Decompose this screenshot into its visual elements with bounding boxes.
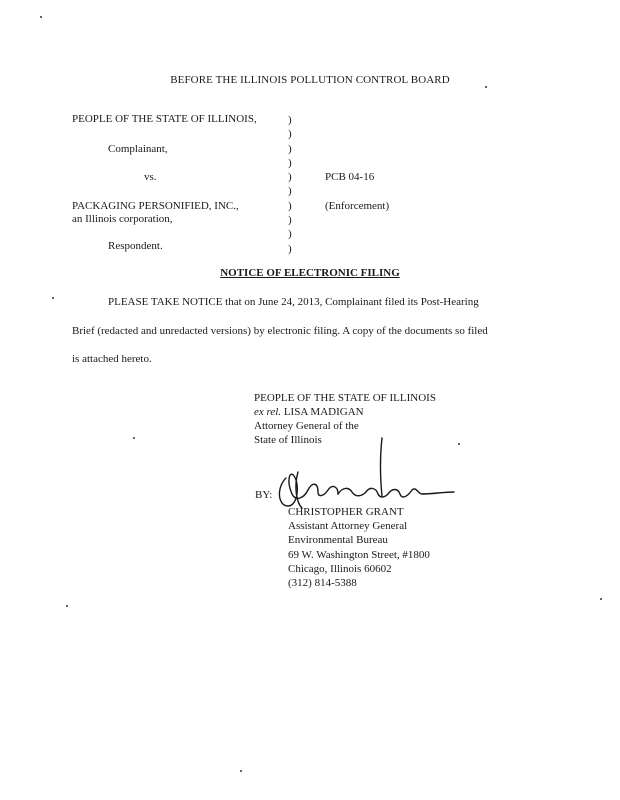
plaintiff-name: PEOPLE OF THE STATE OF ILLINOIS, xyxy=(72,113,257,125)
attorney-city: Chicago, Illinois 60602 xyxy=(288,562,392,575)
notice-body-line: is attached hereto. xyxy=(72,353,152,365)
case-number: PCB 04-16 xyxy=(325,171,375,183)
case-caption xyxy=(72,113,432,253)
ex-rel-line xyxy=(254,405,436,419)
caption-paren: ) xyxy=(288,171,292,184)
caption-paren: ) xyxy=(288,156,292,169)
caption-paren: ) xyxy=(288,185,292,198)
attorney-block xyxy=(288,505,430,590)
signing-party: PEOPLE OF THE STATE OF ILLINOIS xyxy=(254,392,436,404)
attorney-street: 69 W. Washington Street, #1800 xyxy=(288,548,430,561)
notice-title: NOTICE OF ELECTRONIC FILING xyxy=(220,267,400,279)
scan-speck xyxy=(600,598,602,600)
scan-speck xyxy=(52,297,54,299)
attorney-bureau: Environmental Bureau xyxy=(288,534,388,547)
case-type: (Enforcement) xyxy=(325,200,390,212)
defendant-description: an Illinois corporation, xyxy=(72,213,173,225)
notice-body-line: PLEASE TAKE NOTICE that on June 24, 2013, Complainant filed its Post-Hearing xyxy=(108,296,479,308)
caption-paren: ) xyxy=(288,128,292,141)
office-line: State of Illinois xyxy=(254,434,322,446)
caption-paren: ) xyxy=(288,214,292,227)
notice-body-line: Brief (redacted and unredacted versions) by electronic filing. A copy of the documents so filed xyxy=(72,325,488,337)
caption-paren: ) xyxy=(288,228,292,241)
ex-rel-name: LISA MADIGAN xyxy=(283,406,364,418)
defendant-role: Respondent. xyxy=(108,240,163,252)
caption-parentheses xyxy=(288,113,298,256)
caption-paren: ) xyxy=(288,242,292,255)
plaintiff-role: Complainant, xyxy=(108,143,168,155)
caption-paren: ) xyxy=(288,142,292,155)
by-label: BY: xyxy=(255,489,273,501)
attorney-phone: (312) 814-5388 xyxy=(288,577,357,590)
handwritten-signature xyxy=(268,436,458,516)
caption-paren: ) xyxy=(288,199,292,212)
ex-rel-prefix: ex rel. xyxy=(254,406,282,418)
caption-paren: ) xyxy=(288,114,292,126)
scan-speck xyxy=(40,16,42,18)
defendant-name: PACKAGING PERSONIFIED, INC., xyxy=(72,200,239,212)
scan-speck xyxy=(240,770,242,772)
scan-speck xyxy=(66,605,68,607)
attorney-title: Assistant Attorney General xyxy=(288,520,408,533)
versus-label: vs. xyxy=(144,171,157,183)
scan-speck xyxy=(485,86,487,88)
office-line: Attorney General of the xyxy=(254,420,359,432)
scan-speck xyxy=(133,437,135,439)
scan-speck xyxy=(458,443,460,445)
document-heading: BEFORE THE ILLINOIS POLLUTION CONTROL BOARD xyxy=(170,74,450,86)
attorney-name: CHRISTOPHER GRANT xyxy=(288,506,404,518)
